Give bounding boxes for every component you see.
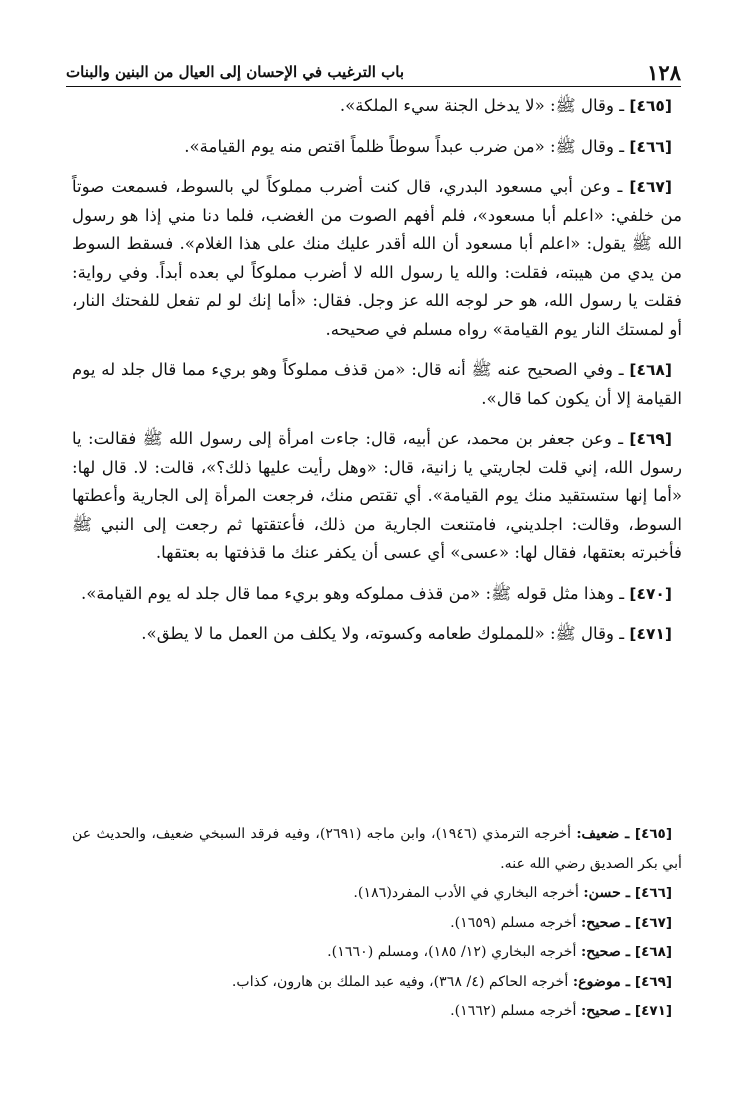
hadith-body: ـ وعن أبي مسعود البدري، قال كنت أضرب مملوكاً لي بالسوط، فسمعت صوتاً من خلفي: «اعلم أبا مسعود»، فلم أفهم الصوت من الغضب، فلما دنا مني إذا هو رسول الله ﷺ يقول: «اعلم أبا مسعود أن الله أقدر عليك منك على هذا الغلام». فسقط السوط من يدي من هيبته، فقلت: والله يا رسول الله لا أضرب مملوكاً لي بعده أبداً. وفي رواية: فقلت يا رسول الله، هو حر لوجه الله عز وجل. فقال: «أما إنك لو لم تفعل للفحتك النار، أو لمستك النار يوم القيامة» رواه مسلم في صحيحه. xyxy=(72,177,682,339)
footnote-number: [٤٦٥] xyxy=(634,826,672,842)
hadith-number: [٤٦٧] xyxy=(629,178,672,196)
hadith-number: [٤٧١] xyxy=(629,625,672,643)
footnote-grade: ـ حسن: xyxy=(583,885,635,901)
hadith-body: ـ وهذا مثل قوله ﷺ: «من قذف مملوكه وهو بريء مما قال جلد له يوم القيامة». xyxy=(80,583,630,603)
hadith-paragraph xyxy=(72,133,682,162)
hadith-paragraph xyxy=(72,92,682,121)
footnote-number: [٤٦٩] xyxy=(634,973,672,990)
footnote-text: أخرجه البخاري في الأدب المفرد(١٨٦). xyxy=(353,885,584,901)
hadith-number: [٤٧٠] xyxy=(629,584,672,603)
hadith-number: [٤٦٩] xyxy=(629,430,672,448)
footnote-grade: ـ موضوع: xyxy=(572,973,635,990)
footnote xyxy=(72,968,682,998)
footnote-number: [٤٧١] xyxy=(634,1003,672,1019)
footnote-grade: ـ صحيح: xyxy=(581,914,635,931)
hadith-paragraph xyxy=(72,173,682,344)
hadith-number: [٤٦٥] xyxy=(629,97,672,115)
hadith-body: ـ وقال ﷺ: «للمملوك طعامه وكسوته، ولا يكلف من العمل ما لا يطق». xyxy=(141,624,630,643)
footnote xyxy=(72,997,682,1027)
hadith-paragraph xyxy=(72,356,682,413)
hadith-paragraph xyxy=(72,580,682,609)
footnote-text: أخرجه مسلم (١٦٥٩). xyxy=(450,914,581,931)
footnote-text: أخرجه مسلم (١٦٦٢). xyxy=(450,1003,581,1019)
footnote-text: أخرجه البخاري (١٢/ ١٨٥)، ومسلم (١٦٦٠). xyxy=(327,944,581,960)
footnote xyxy=(72,909,682,939)
footnotes-section xyxy=(72,820,682,1027)
footnote-text: أخرجه الترمذي (١٩٤٦)، وابن ماجه (٢٦٩١)، وفيه فرقد السبخي ضعيف، والحديث عن أبي بكر الصديق رضي الله عنه. xyxy=(72,826,682,872)
running-header xyxy=(66,58,681,87)
footnote-number: [٤٦٦] xyxy=(634,885,672,901)
hadith-text xyxy=(72,92,682,659)
footnote-text: أخرجه الحاكم (٤/ ٣٦٨)، وفيه عبد الملك بن هارون، كذاب. xyxy=(231,973,573,990)
hadith-body: ـ وعن جعفر بن محمد، عن أبيه، قال: جاءت امرأة إلى رسول الله ﷺ فقالت: يا رسول الله، إني قلت لجاريتي يا زانية، قال: «وهل رأيت عليها ذلك؟»، قالت: لا. قال لها: «أما إنها ستستقيد منك يوم القيامة». أي تقتص منك، فرجعت المرأة إلى الجارية وأعطتها السوط، وقالت: اجلديني، فامتنعت الجارية من ذلك، فأعتقتها ثم رجعت إلى النبي ﷺ فأخبرته بعتقها، فقال لها: «عسى» أي عسى أن يكفر عنك ما قذفتها به بعتقها. xyxy=(72,429,682,562)
hadith-body: ـ وقال ﷺ: «من ضرب عبداً سوطاً ظلماً اقتص منه يوم القيامة». xyxy=(184,136,630,156)
hadith-body: ـ وقال ﷺ: «لا يدخل الجنة سيء الملكة». xyxy=(339,96,630,115)
footnote xyxy=(72,938,682,968)
footnote xyxy=(72,879,682,909)
footnote-grade: ـ ضعيف: xyxy=(576,826,635,842)
hadith-paragraph xyxy=(72,620,682,649)
page-number: ١٢٨ xyxy=(647,60,681,85)
footnote xyxy=(72,820,682,879)
chapter-title: باب الترغيب في الإحسان إلى العيال من البنين والبنات xyxy=(66,63,405,81)
footnote-number: [٤٦٨] xyxy=(634,944,672,960)
hadith-number: [٤٦٨] xyxy=(629,361,672,379)
footnote-number: [٤٦٧] xyxy=(634,914,672,931)
hadith-body: ـ وفي الصحيح عنه ﷺ أنه قال: «من قذف مملوكاً وهو بريء مما قال جلد له يوم القيامة إلا أن يكون كما قال». xyxy=(72,360,682,408)
footnote-grade: ـ صحيح: xyxy=(581,1003,635,1019)
footnote-grade: ـ صحيح: xyxy=(581,944,635,960)
hadith-paragraph xyxy=(72,425,682,568)
hadith-number: [٤٦٦] xyxy=(629,137,672,156)
